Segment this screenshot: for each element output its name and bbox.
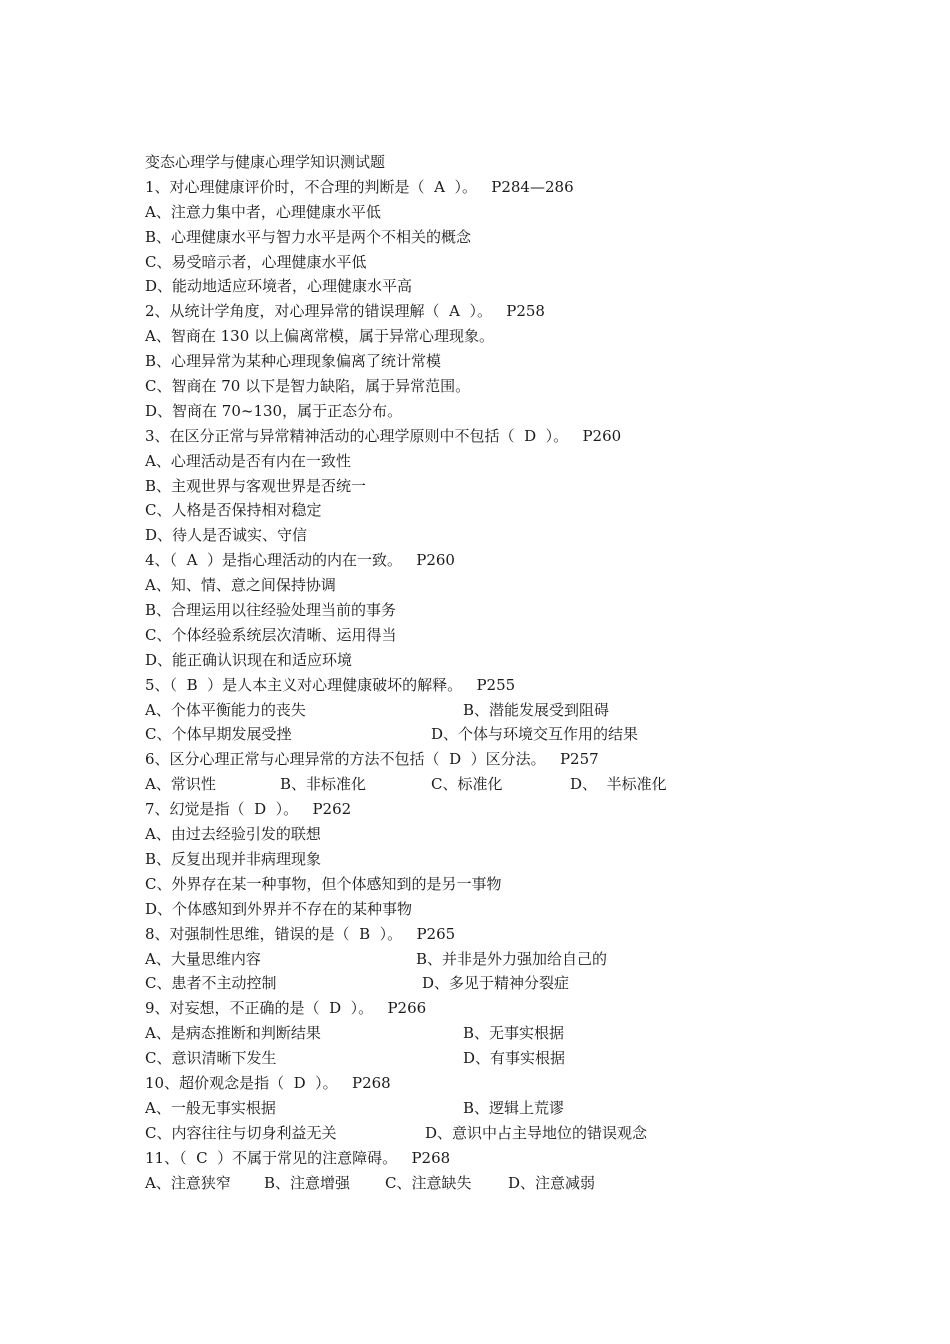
question-9-option-a: A、是病态推断和判断结果 (145, 1024, 321, 1043)
question-3-stem: 3、在区分正常与异常精神活动的心理学原则中不包括（ D ）。 P260 (145, 426, 622, 445)
question-7-option-c: C、外界存在某一种事物，但个体感知到的是另一事物 (145, 874, 502, 893)
question-10-options-row-1 (145, 1096, 865, 1121)
question-2-option-d: D、智商在 70~130，属于正态分布。 (145, 401, 403, 420)
question-4-option-c: C、个体经验系统层次清晰、运用得当 (145, 625, 397, 644)
question-9-option-c: C、意识清晰下发生 (145, 1049, 277, 1068)
question-9-options-row-2 (145, 1046, 865, 1071)
question-6-option-c: C、标准化 (431, 775, 503, 794)
question-11-options-row (145, 1171, 865, 1196)
question-4-option-b: B、合理运用以往经验处理当前的事务 (145, 601, 397, 620)
question-4-stem: 4、（ A ）是指心理活动的内在一致。 P260 (145, 551, 455, 570)
question-5-option-c: C、个体早期发展受挫 (145, 725, 292, 744)
question-11-option-d: D、注意减弱 (508, 1173, 596, 1192)
question-8-option-c: C、患者不主动控制 (145, 974, 277, 993)
question-7-option-b: B、反复出现并非病理现象 (145, 849, 322, 868)
question-5-option-a: A、个体平衡能力的丧失 (145, 700, 306, 719)
question-11-option-b: B、注意增强 (264, 1173, 351, 1192)
question-6-option-d: D、 半标准化 (570, 775, 667, 794)
question-3-option-c: C、人格是否保持相对稳定 (145, 501, 322, 520)
question-5-option-d: D、个体与环境交互作用的结果 (431, 725, 639, 744)
question-7-option-d: D、个体感知到外界并不存在的某种事物 (145, 899, 413, 918)
question-8-option-a: A、大量思维内容 (145, 949, 261, 968)
question-7-option-a: A、由过去经验引发的联想 (145, 825, 321, 844)
document-title: 变态心理学与健康心理学知识测试题 (145, 153, 386, 171)
question-11-option-c: C、注意缺失 (385, 1173, 472, 1192)
question-4-option-d: D、能正确认识现在和适应环境 (145, 650, 353, 669)
question-4-option-a: A、知、情、意之间保持协调 (145, 576, 336, 595)
document-body (145, 150, 865, 1195)
question-2-option-b: B、心理异常为某种心理现象偏离了统计常模 (145, 352, 442, 371)
question-9-options-row-1 (145, 1021, 865, 1046)
question-1-option-d: D、能动地适应环境者，心理健康水平高 (145, 277, 413, 296)
question-8-option-b: B、并非是外力强加给自己的 (416, 949, 608, 968)
question-2-option-a: A、智商在 130 以上偏离常模，属于异常心理现象。 (145, 327, 495, 346)
question-9-option-d: D、有事实根据 (463, 1049, 566, 1068)
question-11-stem: 11、（ C ）不属于常见的注意障碍。 P268 (145, 1148, 451, 1167)
question-9-stem: 9、对妄想，不正确的是（ D ）。 P266 (145, 999, 427, 1018)
question-10-option-a: A、一般无事实根据 (145, 1098, 276, 1117)
question-10-option-d: D、意识中占主导地位的错误观念 (425, 1123, 648, 1142)
question-10-options-row-2 (145, 1121, 865, 1146)
question-6-option-b: B、非标准化 (280, 775, 367, 794)
question-2-option-c: C、智商在 70 以下是智力缺陷，属于异常范围。 (145, 377, 471, 396)
question-5-options-row-2 (145, 722, 865, 747)
question-1-stem: 1、对心理健康评价时，不合理的判断是（ A ）。 P284—286 (145, 177, 574, 196)
question-3-option-b: B、主观世界与客观世界是否统一 (145, 476, 367, 495)
question-6-options-row (145, 772, 865, 797)
question-8-option-d: D、多见于精神分裂症 (422, 974, 570, 993)
question-9-option-b: B、无事实根据 (463, 1024, 565, 1043)
question-5-options-row-1 (145, 698, 865, 723)
question-1-option-a: A、注意力集中者，心理健康水平低 (145, 202, 381, 221)
question-11-option-a: A、注意狭窄 (145, 1173, 231, 1192)
question-10-option-c: C、内容往往与切身利益无关 (145, 1123, 337, 1142)
question-3-option-a: A、心理活动是否有内在一致性 (145, 451, 351, 470)
question-8-stem: 8、对强制性思维，错误的是（ B ）。 P265 (145, 924, 456, 943)
question-2-stem: 2、从统计学角度，对心理异常的错误理解（ A ）。 P258 (145, 302, 545, 321)
question-6-option-a: A、常识性 (145, 775, 216, 794)
question-3-option-d: D、待人是否诚实、守信 (145, 526, 308, 545)
question-10-stem: 10、超价观念是指（ D ）。 P268 (145, 1073, 391, 1092)
question-5-option-b: B、潜能发展受到阻碍 (463, 700, 610, 719)
question-10-option-b: B、逻辑上荒谬 (463, 1098, 565, 1117)
question-8-options-row-2 (145, 971, 865, 996)
question-5-stem: 5、（ B ）是人本主义对心理健康破坏的解释。 P255 (145, 675, 516, 694)
question-7-stem: 7、幻觉是指（ D ）。 P262 (145, 800, 352, 819)
question-6-stem: 6、区分心理正常与心理异常的方法不包括（ D ）区分法。 P257 (145, 750, 599, 769)
question-1-option-c: C、易受暗示者，心理健康水平低 (145, 252, 367, 271)
question-8-options-row-1 (145, 947, 865, 972)
question-1-option-b: B、心理健康水平与智力水平是两个不相关的概念 (145, 227, 472, 246)
